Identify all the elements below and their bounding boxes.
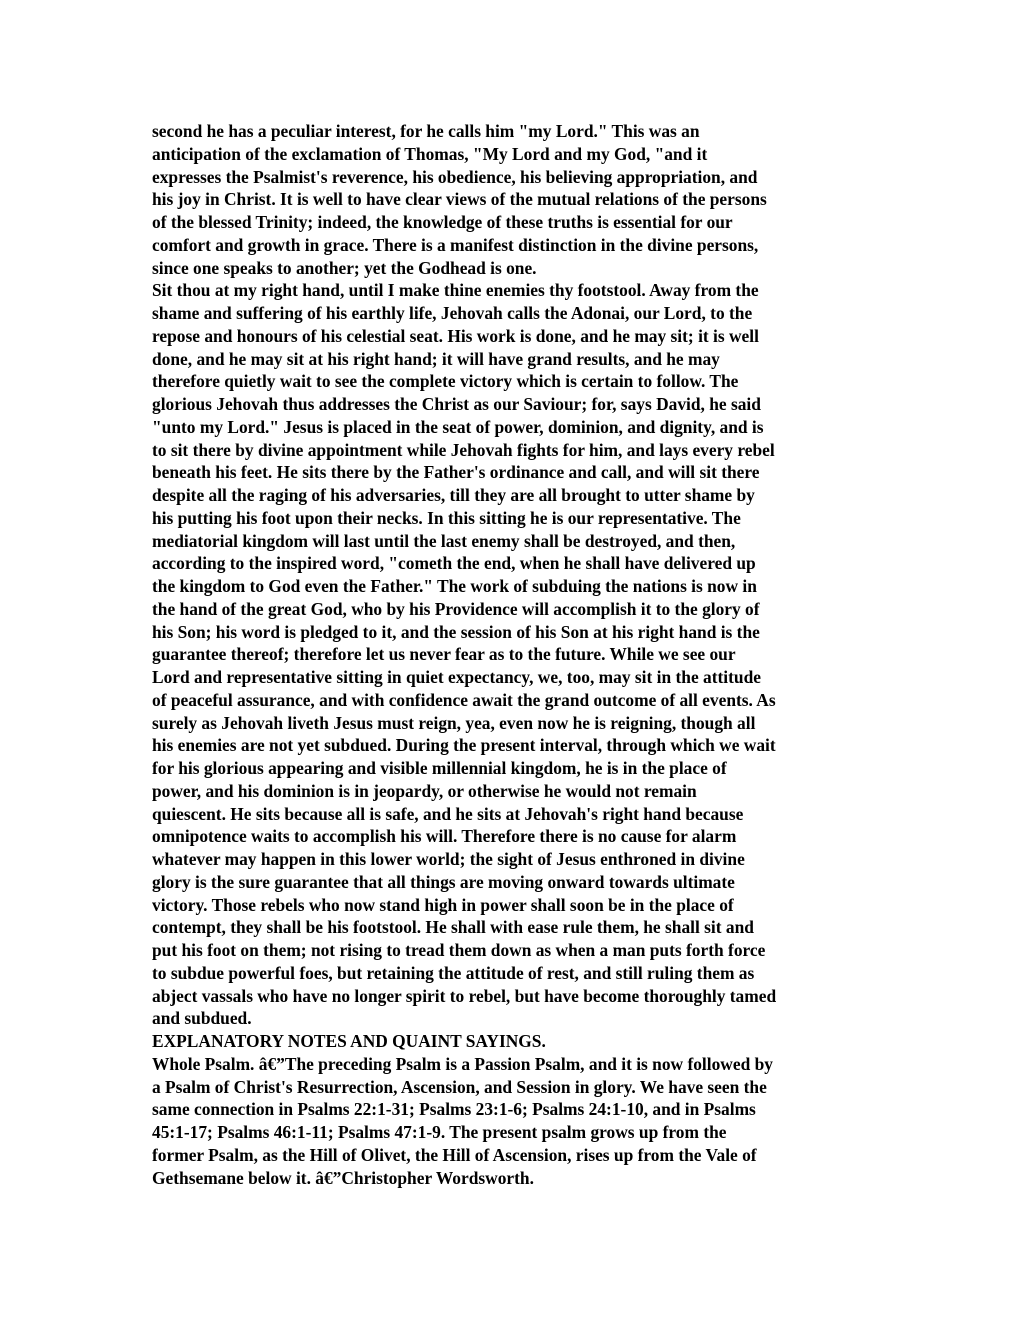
text-line: glorious Jehovah thus addresses the Christ as our Saviour; for, says David, he said bbox=[152, 394, 761, 414]
text-line: Whole Psalm. â€”The preceding Psalm is a Passion Psalm, and it is now followed by bbox=[152, 1053, 773, 1074]
text-line: the kingdom to God even the Father." The work of subduing the nations is now in bbox=[152, 576, 757, 596]
text-line: quiescent. He sits because all is safe, and he sits at Jehovah's right hand because bbox=[152, 803, 744, 824]
text-line: glory is the sure guarantee that all things are moving onward towards ultimate bbox=[152, 871, 735, 892]
text-line: since one speaks to another; yet the Godhead is one. bbox=[152, 257, 537, 278]
text-line: therefore quietly wait to see the complete victory which is certain to follow. The bbox=[152, 371, 739, 392]
text-line: and subdued. bbox=[152, 1008, 252, 1029]
text-line: of peaceful assurance, and with confidence await the grand outcome of all events. As bbox=[152, 689, 776, 710]
text-line: despite all the raging of his adversaries, till they are all brought to utter shame by bbox=[152, 485, 755, 505]
text-line: his putting his foot upon their necks. In this sitting he is our representative. The bbox=[152, 507, 741, 528]
text-line: to sit there by divine appointment while Jehovah fights for him, and lays every rebel bbox=[152, 439, 775, 460]
text-line: "unto my Lord." Jesus is placed in the seat of power, dominion, and dignity, and is bbox=[152, 416, 764, 437]
text-line: anticipation of the exclamation of Thomas, "My Lord and my God, "and it bbox=[152, 143, 708, 164]
text-line: power, and his dominion is in jeopardy, or otherwise he would not remain bbox=[152, 780, 697, 801]
text-line: victory. Those rebels who now stand high in power shall soon be in the place of bbox=[152, 894, 734, 915]
text-line: his enemies are not yet subdued. During the present interval, through which we wait bbox=[152, 735, 776, 756]
text-line: guarantee thereof; therefore let us never fear as to the future. While we see our bbox=[152, 644, 736, 665]
text-line: his Son; his word is pledged to it, and the session of his Son at his right hand is the bbox=[152, 621, 760, 642]
text-line: mediatorial kingdom will last until the last enemy shall be destroyed, and then, bbox=[152, 530, 736, 551]
text-line: second he has a peculiar interest, for he calls him "my Lord." This was an bbox=[152, 121, 700, 141]
text-line: surely as Jehovah liveth Jesus must reign, yea, even now he is reigning, though all bbox=[152, 712, 756, 733]
text-line: of the blessed Trinity; indeed, the knowledge of these truths is essential for our bbox=[152, 212, 733, 232]
text-line: Gethsemane below it. â€”Christopher Wordsworth. bbox=[152, 1167, 534, 1188]
text-line: to subdue powerful foes, but retaining the attitude of rest, and still ruling them as bbox=[152, 962, 755, 983]
body-text bbox=[152, 120, 882, 1189]
text-line: the hand of the great God, who by his Providence will accomplish it to the glory of bbox=[152, 598, 760, 619]
text-line: according to the inspired word, "cometh the end, when he shall have delivered up bbox=[152, 553, 756, 574]
text-line: beneath his feet. He sits there by the Father's ordinance and call, and will sit there bbox=[152, 462, 760, 483]
text-line: same connection in Psalms 22:1-31; Psalms 23:1-6; Psalms 24:1-10, and in Psalms bbox=[152, 1099, 756, 1120]
text-line: contempt, they shall be his footstool. He shall with ease rule them, he shall sit and bbox=[152, 917, 754, 938]
text-line: former Psalm, as the Hill of Olivet, the Hill of Ascension, rises up from the Vale of bbox=[152, 1144, 757, 1165]
text-line: expresses the Psalmist's reverence, his obedience, his believing appropriation, and bbox=[152, 166, 758, 187]
text-line: shame and suffering of his earthly life, Jehovah calls the Adonai, our Lord, to the bbox=[152, 303, 753, 323]
text-line: for his glorious appearing and visible millennial kingdom, he is in the place of bbox=[152, 758, 727, 778]
text-line: abject vassals who have no longer spirit to rebel, but have become thoroughly tamed bbox=[152, 985, 777, 1006]
text-line: comfort and growth in grace. There is a manifest distinction in the divine persons, bbox=[152, 234, 759, 255]
text-line: Sit thou at my right hand, until I make thine enemies thy footstool. Away from the bbox=[152, 280, 759, 301]
text-line: Lord and representative sitting in quiet expectancy, we, too, may sit in the attitude bbox=[152, 667, 761, 687]
text-line: EXPLANATORY NOTES AND QUAINT SAYINGS. bbox=[152, 1031, 546, 1051]
text-line: a Psalm of Christ's Resurrection, Ascension, and Session in glory. We have seen the bbox=[152, 1076, 767, 1097]
text-line: put his foot on them; not rising to tread them down as when a man puts forth force bbox=[152, 940, 766, 960]
text-line: omnipotence waits to accomplish his will. Therefore there is no cause for alarm bbox=[152, 826, 737, 847]
text-line: repose and honours of his celestial seat. His work is done, and he may sit; it is well bbox=[152, 325, 759, 346]
text-line: done, and he may sit at his right hand; it will have grand results, and he may bbox=[152, 348, 720, 369]
text-line: his joy in Christ. It is well to have clear views of the mutual relations of the persons bbox=[152, 189, 767, 210]
text-line: 45:1-17; Psalms 46:1-11; Psalms 47:1-9. The present psalm grows up from the bbox=[152, 1122, 727, 1142]
text-line: whatever may happen in this lower world; the sight of Jesus enthroned in divine bbox=[152, 849, 745, 869]
